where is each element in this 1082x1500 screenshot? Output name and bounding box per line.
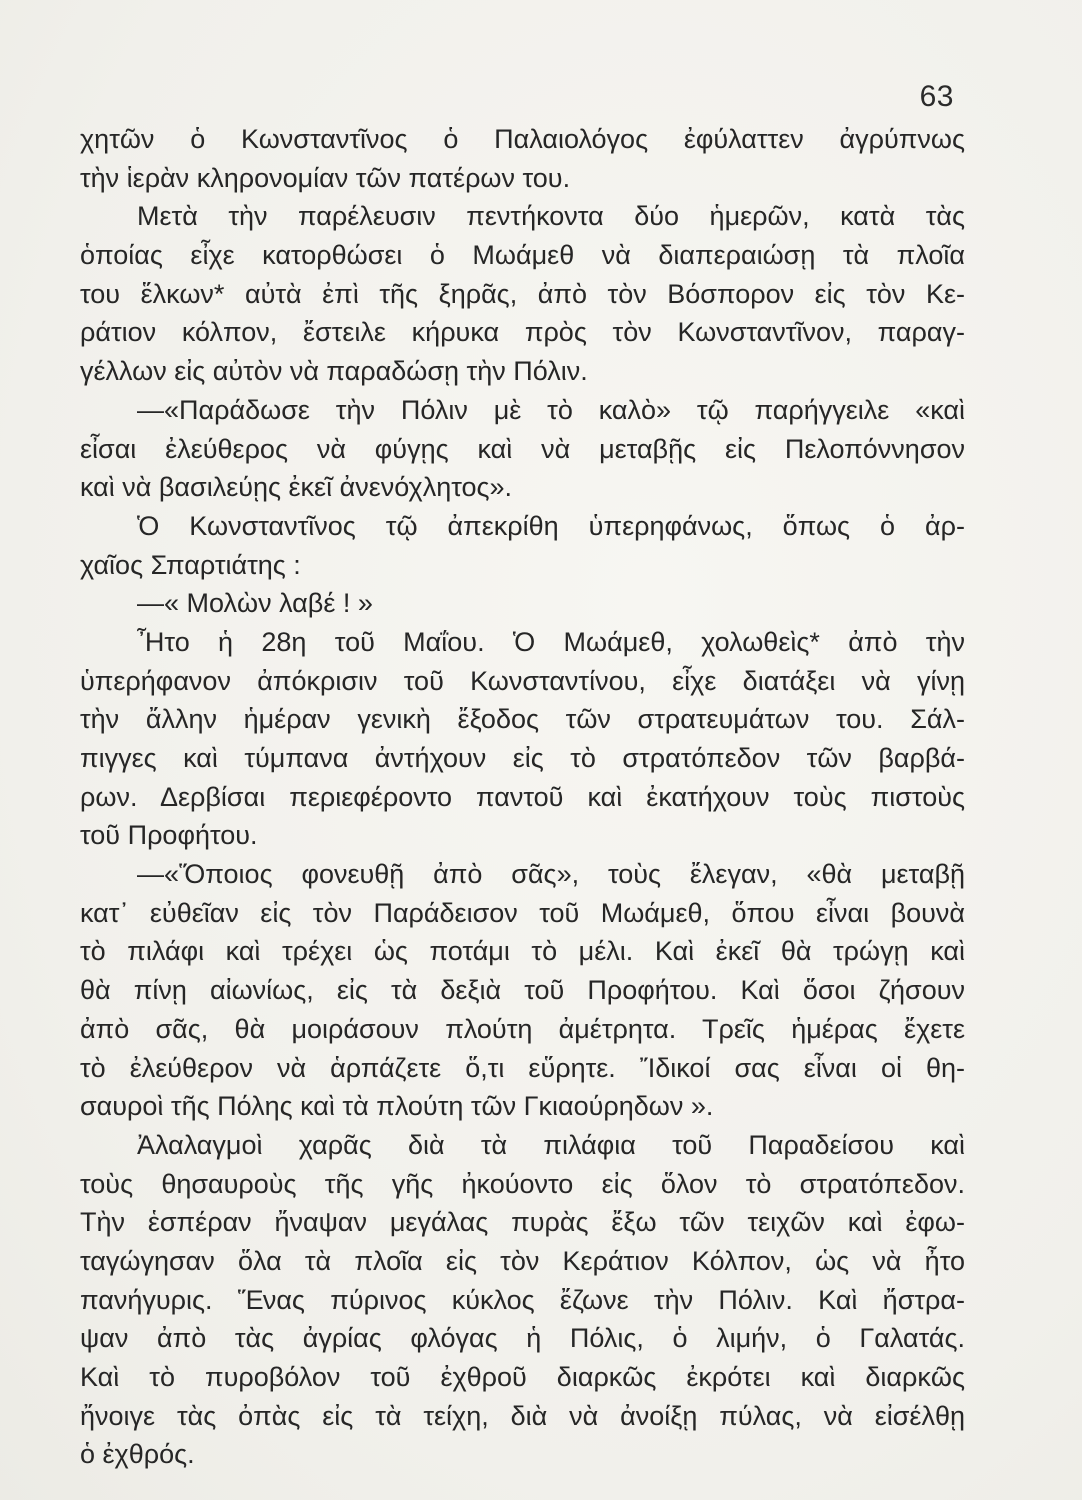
text-line: Καὶ τὸ πυροβόλον τοῦ ἐχθροῦ διαρκῶς ἐκρότει καὶ διαρκῶς [80, 1362, 965, 1392]
text-line: γέλλων εἰς αὐτὸν νὰ παραδώσῃ τὴν Πόλιν. [80, 356, 588, 387]
text-line: τοῦ Προφήτου. [80, 820, 258, 851]
text-line: ρων. Δερβίσαι περιεφέροντο παντοῦ καὶ ἐκατήχουν τοὺς πιστοὺς [80, 781, 965, 812]
text-line: Ἦτο ἡ 28η τοῦ Μαΐου. Ὁ Μωάμεθ, χολωθεὶς* ἀπὸ τὴν [137, 626, 965, 657]
text-line: του ἕλκων* αὐτὰ ἐπὶ τῆς ξηρᾶς, ἀπὸ τὸν Βόσπορον εἰς τὸν Κε- [80, 278, 965, 309]
text-line: —«Παράδωσε τὴν Πόλιν μὲ τὸ καλὸ» τῷ παρήγγειλε «καὶ [137, 394, 965, 425]
text-line: σαυροὶ τῆς Πόλης καὶ τὰ πλούτη τῶν Γκιαούρηδων ». [80, 1091, 714, 1122]
text-line: τὸ πιλάφι καὶ τρέχει ὡς ποτάμι τὸ μέλι. Καὶ ἐκεῖ θὰ τρώγῃ καὶ [80, 936, 965, 967]
text-line: ἀπὸ σᾶς, θὰ μοιράσουν πλούτη ἀμέτρητα. Τρεῖς ἡμέρας ἔχετε [80, 1013, 965, 1044]
text-line: εἶσαι ἐλεύθερος νὰ φύγῃς καὶ νὰ μεταβῇς εἰς Πελοπόννησον [80, 433, 965, 464]
text-line: ὁ ἐχθρός. [80, 1439, 195, 1470]
text-line: Τὴν ἑσπέραν ἤναψαν μεγάλας πυρὰς ἔξω τῶν τειχῶν καὶ ἐφω- [80, 1207, 965, 1238]
text-line: ταγώγησαν ὅλα τὰ πλοῖα εἰς τὸν Κεράτιον Κόλπον, ὡς νὰ ἦτο [80, 1245, 965, 1276]
text-line: ράτιον κόλπον, ἔστειλε κήρυκα πρὸς τὸν Κωνσταντῖνον, παραγ- [80, 317, 965, 348]
text-line: —«Ὅποιος φονευθῇ ἀπὸ σᾶς», τοὺς ἔλεγαν, «θὰ μεταβῇ [137, 859, 965, 890]
text-line: ἤνοιγε τὰς ὀπὰς εἰς τὰ τείχη, διὰ νὰ ἀνοίξῃ πύλας, νὰ εἰσέλθῃ [80, 1400, 965, 1431]
text-line: θὰ πίνῃ αἰωνίως, εἰς τὰ δεξιὰ τοῦ Προφήτου. Καὶ ὅσοι ζήσουν [80, 975, 965, 1006]
text-line: —« Μολὼν λαβέ ! » [137, 588, 373, 619]
text-line: Ὁ Κωνσταντῖνος τῷ ἀπεκρίθη ὑπερηφάνως, ὅπως ὁ ἀρ- [137, 510, 965, 541]
body-text [80, 120, 965, 1474]
text-line: ὁποίας εἶχε κατορθώσει ὁ Μωάμεθ νὰ διαπεραιώσῃ τὰ πλοῖα [80, 240, 965, 271]
page-number: 63 [919, 80, 954, 113]
text-line: πανήγυρις. Ἕνας πύρινος κύκλος ἔζωνε τὴν Πόλιν. Καὶ ἤστρα- [80, 1284, 965, 1315]
text-line: Ἀλαλαγμοὶ χαρᾶς διὰ τὰ πιλάφια τοῦ Παραδείσου καὶ [137, 1129, 965, 1160]
text-line: ψαν ἀπὸ τὰς ἀγρίας φλόγας ἡ Πόλις, ὁ λιμήν, ὁ Γαλατάς. [80, 1323, 965, 1354]
text-line: τὴν ἄλλην ἡμέραν γενικὴ ἔξοδος τῶν στρατευμάτων του. Σάλ- [80, 704, 965, 735]
text-line: Μετὰ τὴν παρέλευσιν πεντήκοντα δύο ἡμερῶν, κατὰ τὰς [137, 201, 965, 232]
text-line: τὴν ἱερὰν κληρονομίαν τῶν πατέρων του. [80, 162, 571, 193]
text-line: ὑπερήφανον ἀπόκρισιν τοῦ Κωνσταντίνου, εἶχε διατάξει νὰ γίνῃ [80, 665, 965, 696]
text-line: τὸ ἐλεύθερον νὰ ἁρπάζετε ὅ,τι εὕρητε. Ἴδικοί σας εἶναι οἱ θη- [80, 1052, 965, 1083]
text-line: κατ᾽ εὐθεῖαν εἰς τὸν Παράδεισον τοῦ Μωάμεθ, ὅπου εἶναι βουνὰ [80, 897, 965, 928]
text-line: χητῶν ὁ Κωνσταντῖνος ὁ Παλαιολόγος ἐφύλαττεν ἀγρύπνως [80, 124, 965, 154]
text-line: χαῖος Σπαρτιάτης : [80, 549, 301, 580]
text-line: καὶ νὰ βασιλεύῃς ἐκεῖ ἀνενόχλητος». [80, 472, 513, 503]
text-line: πιγγες καὶ τύμπανα ἀντήχουν εἰς τὸ στρατόπεδον τῶν βαρβά- [80, 743, 965, 773]
text-line: τοὺς θησαυροὺς τῆς γῆς ἠκούοντο εἰς ὅλον τὸ στρατόπεδον. [80, 1168, 965, 1199]
